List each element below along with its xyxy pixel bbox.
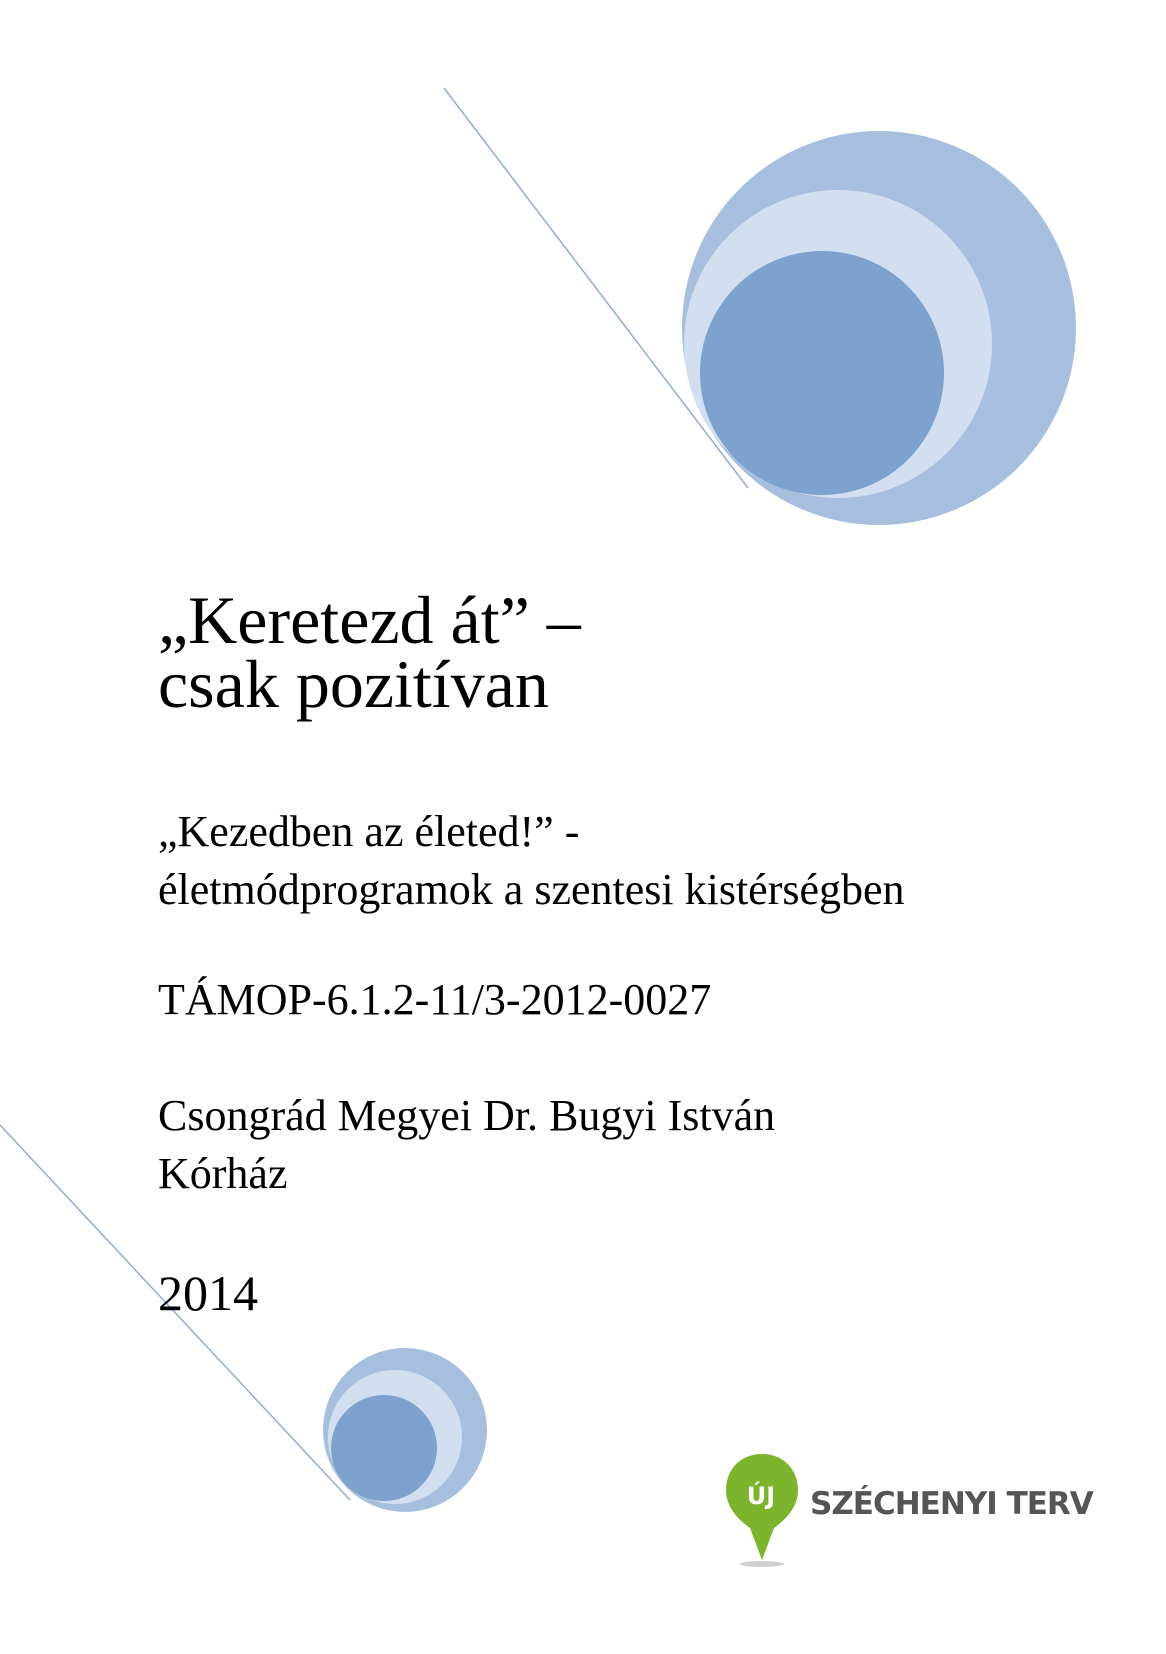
subtitle-line-1: „Kezedben az életed!” - <box>158 807 580 856</box>
title-line-1: „Keretezd át” – <box>158 582 581 658</box>
small-inner-circle <box>331 1395 437 1501</box>
large-inner-circle <box>700 251 944 495</box>
organization-line-2: Kórház <box>158 1149 288 1198</box>
title-line-2: csak pozitívan <box>158 646 549 722</box>
logo-name: SZÉCHENYI TERV <box>810 1486 1093 1522</box>
logo-badge-text: ÚJ <box>746 1482 776 1510</box>
map-pin-icon <box>722 1452 802 1570</box>
uj-szechenyi-terv-logo <box>722 1452 1102 1572</box>
publication-year: 2014 <box>158 1265 258 1321</box>
small-circles-decoration <box>323 1348 487 1512</box>
project-code: TÁMOP-6.1.2-11/3-2012-0027 <box>158 975 712 1024</box>
document-title <box>158 582 581 722</box>
organization-name <box>158 1087 775 1203</box>
subtitle-line-2: életmódprogramok a szentesi kistérségben <box>158 865 905 914</box>
program-subtitle <box>158 803 905 919</box>
large-circles-decoration <box>682 131 1076 525</box>
organization-line-1: Csongrád Megyei Dr. Bugyi István <box>158 1091 776 1140</box>
